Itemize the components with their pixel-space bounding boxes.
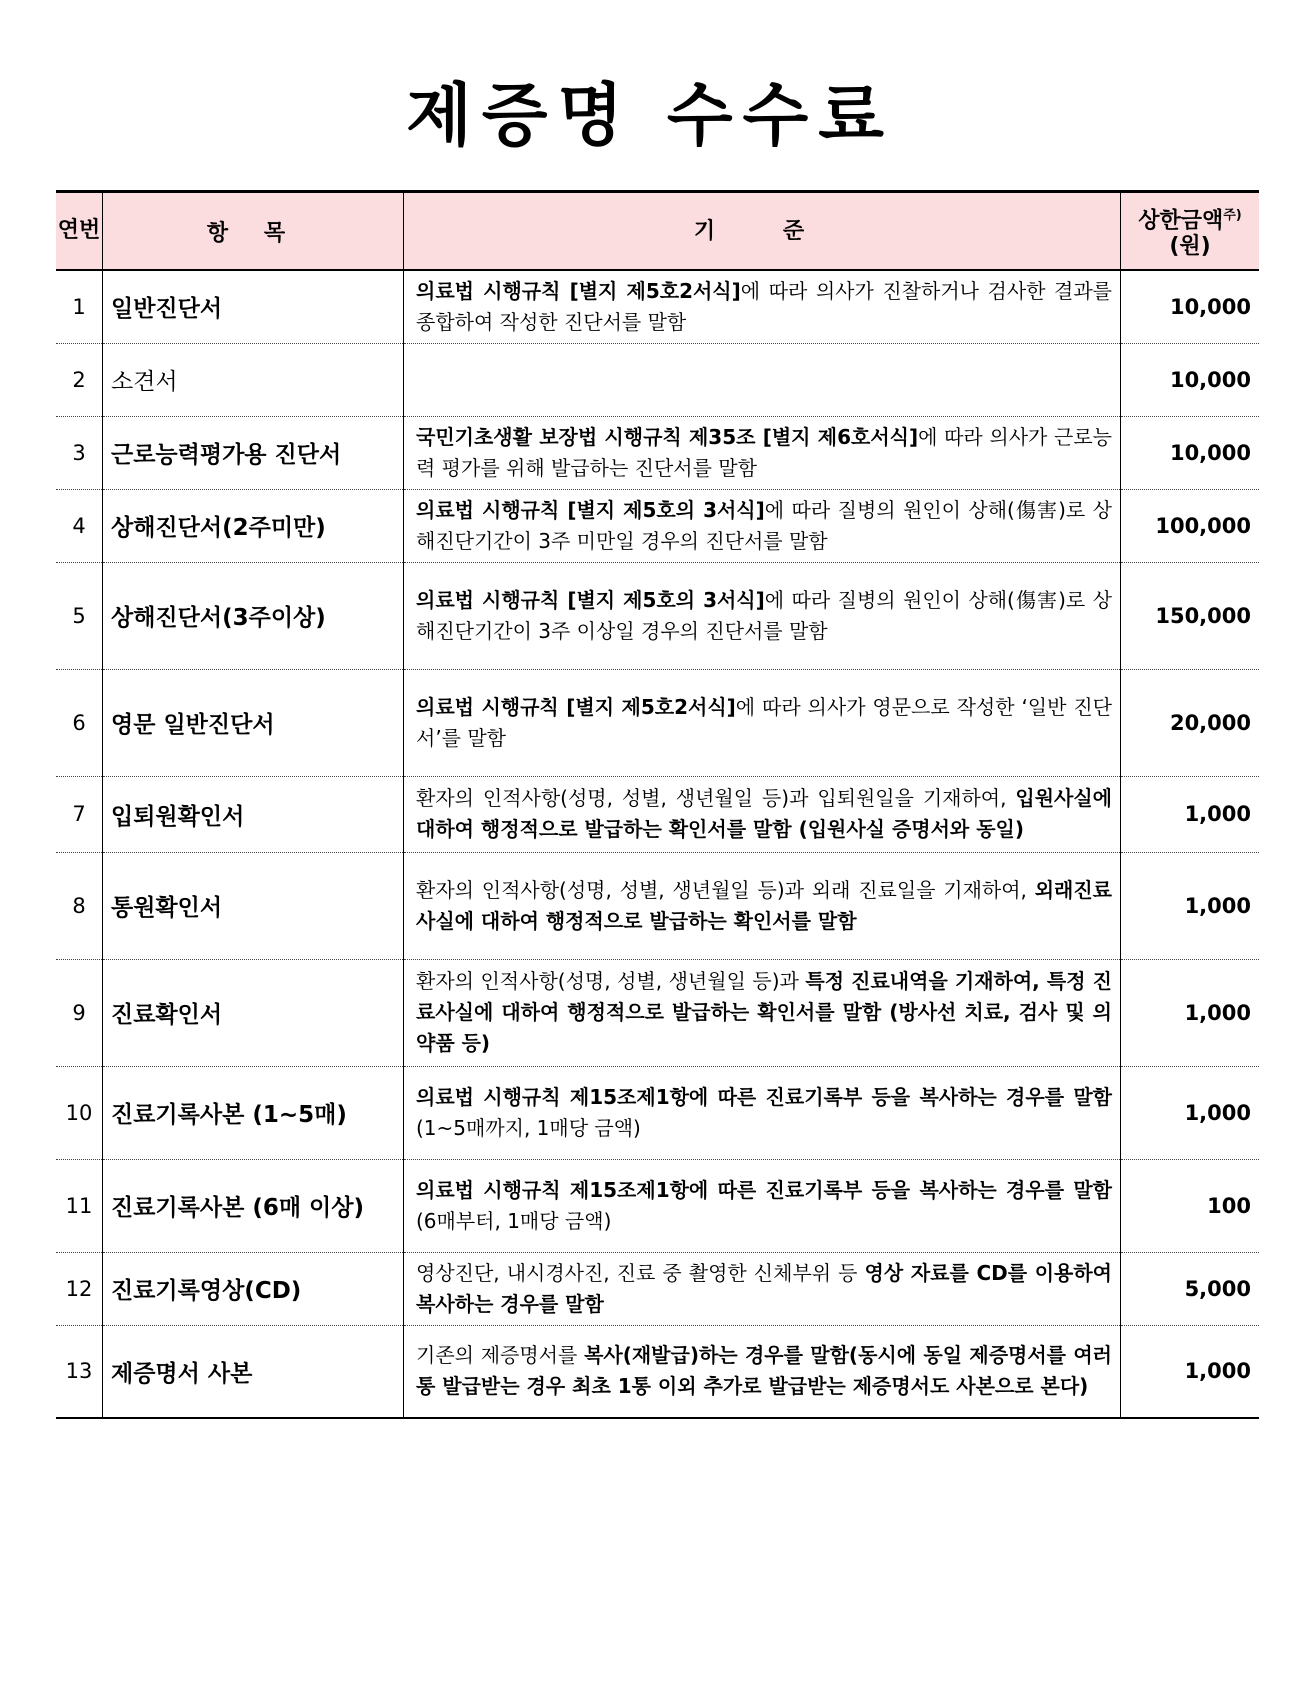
row-item: 영문 일반진단서 bbox=[103, 669, 404, 776]
row-item: 상해진단서(2주미만) bbox=[103, 489, 404, 562]
criteria-segment: 에 따라 질병의 원인이 상해(傷害)로 상해진단기간이 3주 이상일 경우의 진단서를 말함 bbox=[416, 587, 1112, 643]
row-item: 근로능력평가용 진단서 bbox=[103, 416, 404, 489]
row-item: 제증명서 사본 bbox=[103, 1325, 404, 1418]
row-criteria bbox=[404, 1252, 1121, 1325]
row-amount: 10,000 bbox=[1121, 343, 1260, 416]
criteria-segment: (6매부터, 1매당 금액) bbox=[416, 1208, 612, 1233]
row-number: 9 bbox=[56, 959, 103, 1066]
header-amount-note: 주) bbox=[1223, 208, 1242, 224]
criteria-segment: 의료법 시행규칙 제15조제1항에 따른 진료기록부 등을 복사하는 경우를 말함 bbox=[416, 1084, 1112, 1109]
row-amount: 1,000 bbox=[1121, 1325, 1260, 1418]
criteria-segment: 복사(재발급)하는 경우를 말함(동시에 동일 제증명서를 여러통 발급받는 경우 최초 1통 이외 추가로 발급받는 제증명서도 사본으로 본다) bbox=[416, 1343, 1112, 1399]
table-row bbox=[56, 852, 1259, 959]
row-criteria bbox=[404, 1325, 1121, 1418]
criteria-segment: 환자의 인적사항(성명, 성별, 생년월일 등)과 bbox=[416, 969, 806, 993]
row-number: 1 bbox=[56, 270, 103, 343]
criteria-segment: 의료법 시행규칙 제15조제1항에 따른 진료기록부 등을 복사하는 경우를 말함 bbox=[416, 1177, 1112, 1202]
row-amount: 150,000 bbox=[1121, 562, 1260, 669]
criteria-segment: 입원사실에 대하여 행정적으로 발급하는 확인서를 말함 (입원사실 증명서와 동일) bbox=[416, 786, 1112, 841]
table-row bbox=[56, 1159, 1259, 1252]
row-number: 11 bbox=[56, 1159, 103, 1252]
header-item: 항 목 bbox=[103, 192, 404, 271]
row-amount: 10,000 bbox=[1121, 416, 1260, 489]
criteria-segment: 의료법 시행규칙 [별지 제5호2서식] bbox=[416, 278, 741, 303]
row-item: 진료기록영상(CD) bbox=[103, 1252, 404, 1325]
row-criteria bbox=[404, 1066, 1121, 1159]
criteria-segment: 영상 자료를 CD를 이용하여 복사하는 경우를 말함 bbox=[416, 1260, 1112, 1316]
row-item: 진료기록사본 (1~5매) bbox=[103, 1066, 404, 1159]
row-item: 진료기록사본 (6매 이상) bbox=[103, 1159, 404, 1252]
criteria-segment: 의료법 시행규칙 [별지 제5호2서식] bbox=[416, 694, 736, 719]
criteria-segment: 에 따라 의사가 근로능력 평가를 위해 발급하는 진단서를 말함 bbox=[416, 424, 1112, 480]
row-number: 3 bbox=[56, 416, 103, 489]
criteria-segment: 국민기초생활 보장법 시행규칙 제35조 [별지 제6호서식] bbox=[416, 424, 919, 449]
header-no: 연번 bbox=[56, 192, 103, 271]
table-body bbox=[56, 270, 1259, 1418]
row-criteria bbox=[404, 776, 1121, 852]
row-criteria bbox=[404, 1159, 1121, 1252]
row-amount: 100,000 bbox=[1121, 489, 1260, 562]
row-amount: 1,000 bbox=[1121, 776, 1260, 852]
row-criteria bbox=[404, 489, 1121, 562]
criteria-segment: 영상진단, 내시경사진, 진료 중 촬영한 신체부위 등 bbox=[416, 1260, 865, 1285]
row-criteria bbox=[404, 959, 1121, 1066]
table-row bbox=[56, 270, 1259, 343]
row-criteria bbox=[404, 669, 1121, 776]
header-criteria: 기 준 bbox=[404, 192, 1121, 271]
criteria-segment: 환자의 인적사항(성명, 성별, 생년월일 등)과 외래 진료일을 기재하여, bbox=[416, 877, 1035, 902]
row-amount: 10,000 bbox=[1121, 270, 1260, 343]
criteria-segment: (1~5매까지, 1매당 금액) bbox=[416, 1115, 641, 1140]
row-number: 12 bbox=[56, 1252, 103, 1325]
row-number: 2 bbox=[56, 343, 103, 416]
criteria-segment: 환자의 인적사항(성명, 성별, 생년월일 등)과 입퇴원일을 기재하여, bbox=[416, 786, 1016, 810]
row-item: 소견서 bbox=[103, 343, 404, 416]
row-item: 입퇴원확인서 bbox=[103, 776, 404, 852]
table-row bbox=[56, 343, 1259, 416]
row-criteria bbox=[404, 416, 1121, 489]
criteria-segment: 기존의 제증명서를 bbox=[416, 1343, 585, 1368]
table-row bbox=[56, 489, 1259, 562]
row-amount: 100 bbox=[1121, 1159, 1260, 1252]
row-item: 진료확인서 bbox=[103, 959, 404, 1066]
criteria-segment: 의료법 시행규칙 [별지 제5호의 3서식] bbox=[416, 497, 765, 522]
page-title: 제증명 수수료 bbox=[406, 77, 894, 156]
row-number: 7 bbox=[56, 776, 103, 852]
fee-table bbox=[56, 190, 1259, 1419]
row-criteria bbox=[404, 852, 1121, 959]
criteria-segment: 에 따라 의사가 진찰하거나 검사한 결과를 종합하여 작성한 진단서를 말함 bbox=[416, 278, 1112, 334]
row-number: 13 bbox=[56, 1325, 103, 1418]
table-row bbox=[56, 1252, 1259, 1325]
header-amount bbox=[1121, 192, 1260, 271]
row-amount: 1,000 bbox=[1121, 1066, 1260, 1159]
table-row bbox=[56, 562, 1259, 669]
row-number: 10 bbox=[56, 1066, 103, 1159]
criteria-segment: 에 따라 질병의 원인이 상해(傷害)로 상해진단기간이 3주 미만일 경우의 진단서를 말함 bbox=[416, 497, 1112, 553]
criteria-segment: 의료법 시행규칙 [별지 제5호의 3서식] bbox=[416, 587, 765, 612]
row-amount: 1,000 bbox=[1121, 852, 1260, 959]
row-amount: 5,000 bbox=[1121, 1252, 1260, 1325]
table-row bbox=[56, 416, 1259, 489]
row-item: 상해진단서(3주이상) bbox=[103, 562, 404, 669]
table-header-row bbox=[56, 192, 1259, 271]
table-row bbox=[56, 1066, 1259, 1159]
table-row bbox=[56, 1325, 1259, 1418]
table-row bbox=[56, 959, 1259, 1066]
row-number: 4 bbox=[56, 489, 103, 562]
table-row bbox=[56, 776, 1259, 852]
table-row bbox=[56, 669, 1259, 776]
row-criteria bbox=[404, 270, 1121, 343]
row-criteria bbox=[404, 562, 1121, 669]
row-item: 통원확인서 bbox=[103, 852, 404, 959]
criteria-segment: 특정 진료내역을 기재하여, 특정 진료사실에 대하여 행정적으로 발급하는 확인서를 말함 (방사선 치료, 검사 및 의약품 등) bbox=[416, 969, 1112, 1055]
row-amount: 1,000 bbox=[1121, 959, 1260, 1066]
header-amount-unit: (원) bbox=[1169, 233, 1211, 259]
header-amount-label: 상한금액 bbox=[1138, 208, 1224, 234]
criteria-segment: 외래진료사실에 대하여 행정적으로 발급하는 확인서를 말함 bbox=[416, 877, 1112, 933]
row-number: 8 bbox=[56, 852, 103, 959]
row-item: 일반진단서 bbox=[103, 270, 404, 343]
row-criteria bbox=[404, 343, 1121, 416]
row-number: 5 bbox=[56, 562, 103, 669]
row-amount: 20,000 bbox=[1121, 669, 1260, 776]
row-number: 6 bbox=[56, 669, 103, 776]
criteria-segment: 에 따라 의사가 영문으로 작성한 ‘일반 진단서’를 말함 bbox=[416, 694, 1112, 750]
